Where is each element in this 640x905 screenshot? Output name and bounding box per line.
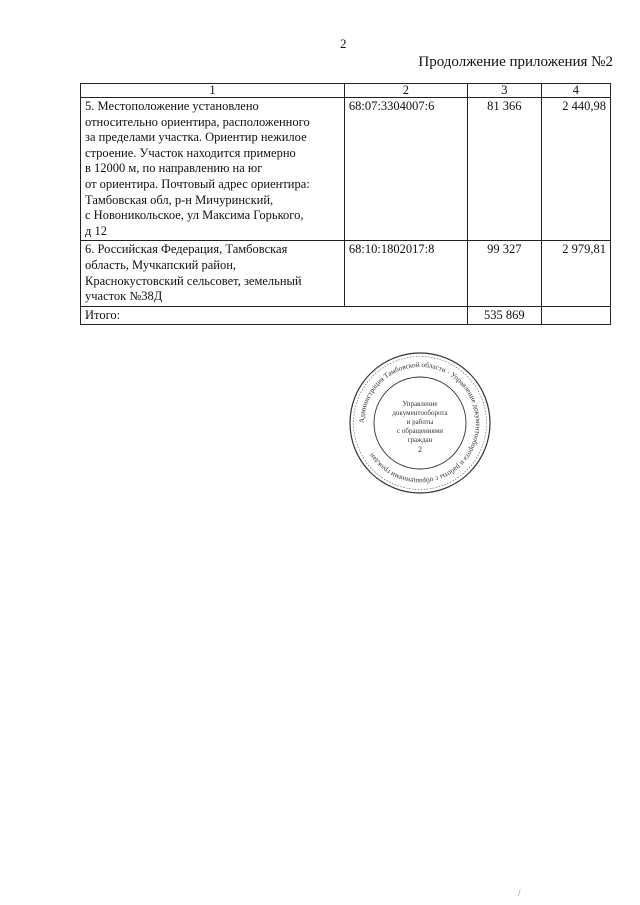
description-line: с Новоникольское, ул Максима Горького, (85, 208, 304, 223)
table-row (81, 241, 611, 306)
row-5-description (81, 98, 345, 241)
header-col-3: 3 (467, 84, 541, 98)
row-5-area: 81 366 (467, 98, 541, 241)
official-stamp (345, 348, 495, 498)
row-6-description (81, 241, 345, 306)
total-area: 535 869 (467, 306, 541, 325)
total-empty-cell (541, 306, 610, 325)
description-line: область, Мучкапский район, (85, 257, 237, 272)
row-5-value: 2 440,98 (541, 98, 610, 241)
row-6-area: 99 327 (467, 241, 541, 306)
scan-dot: · (63, 5, 65, 11)
table-row (81, 98, 611, 241)
row-6-value: 2 979,81 (541, 241, 610, 306)
description-line: 5. Местоположение установлено (85, 99, 259, 113)
stamp-inner-line: граждан (407, 436, 433, 444)
header-col-2: 2 (344, 84, 467, 98)
header-col-1: 1 (81, 84, 345, 98)
stamp-inner-line: Управление (402, 400, 438, 408)
description-line: участок №38Д (85, 289, 163, 304)
stamp-inner-line: документооборота (392, 409, 448, 417)
continuation-title: Продолжение приложения №2 (418, 54, 613, 70)
stamp-inner-line: с обращениями (397, 427, 443, 435)
description-line: Краснокустовский сельсовет, земельный (85, 273, 302, 288)
description-line: за пределами участка. Ориентир нежилое (85, 130, 307, 145)
row-5-cadastral-number: 68:07:3304007:6 (344, 98, 467, 241)
header-col-4: 4 (541, 84, 610, 98)
table-header-row (81, 84, 611, 98)
description-line: Тамбовская обл, р-н Мичуринский, (85, 192, 274, 207)
land-plots-table (80, 83, 611, 325)
description-line: д 12 (85, 223, 107, 238)
description-line: от ориентира. Почтовый адрес ориентира: (85, 176, 310, 191)
stamp-outer-text: Администрация Тамбовской области · Управление документооборота и работы с обращениями граждан (357, 360, 483, 486)
description-line: относительно ориентира, расположенного (85, 114, 310, 129)
page-number: 2 (340, 36, 347, 51)
description-line: в 12000 м, по направлению на юг (85, 161, 263, 176)
total-label: Итого: (81, 306, 468, 325)
description-line: строение. Участок находится примерно (85, 145, 296, 160)
row-6-cadastral-number: 68:10:1802017:8 (344, 241, 467, 306)
stamp-number: 2 (418, 445, 422, 454)
total-row (81, 306, 611, 325)
corner-mark: / (518, 888, 521, 898)
description-line: 6. Российская Федерация, Тамбовская (85, 242, 288, 257)
stamp-inner-line: и работы (406, 418, 434, 426)
